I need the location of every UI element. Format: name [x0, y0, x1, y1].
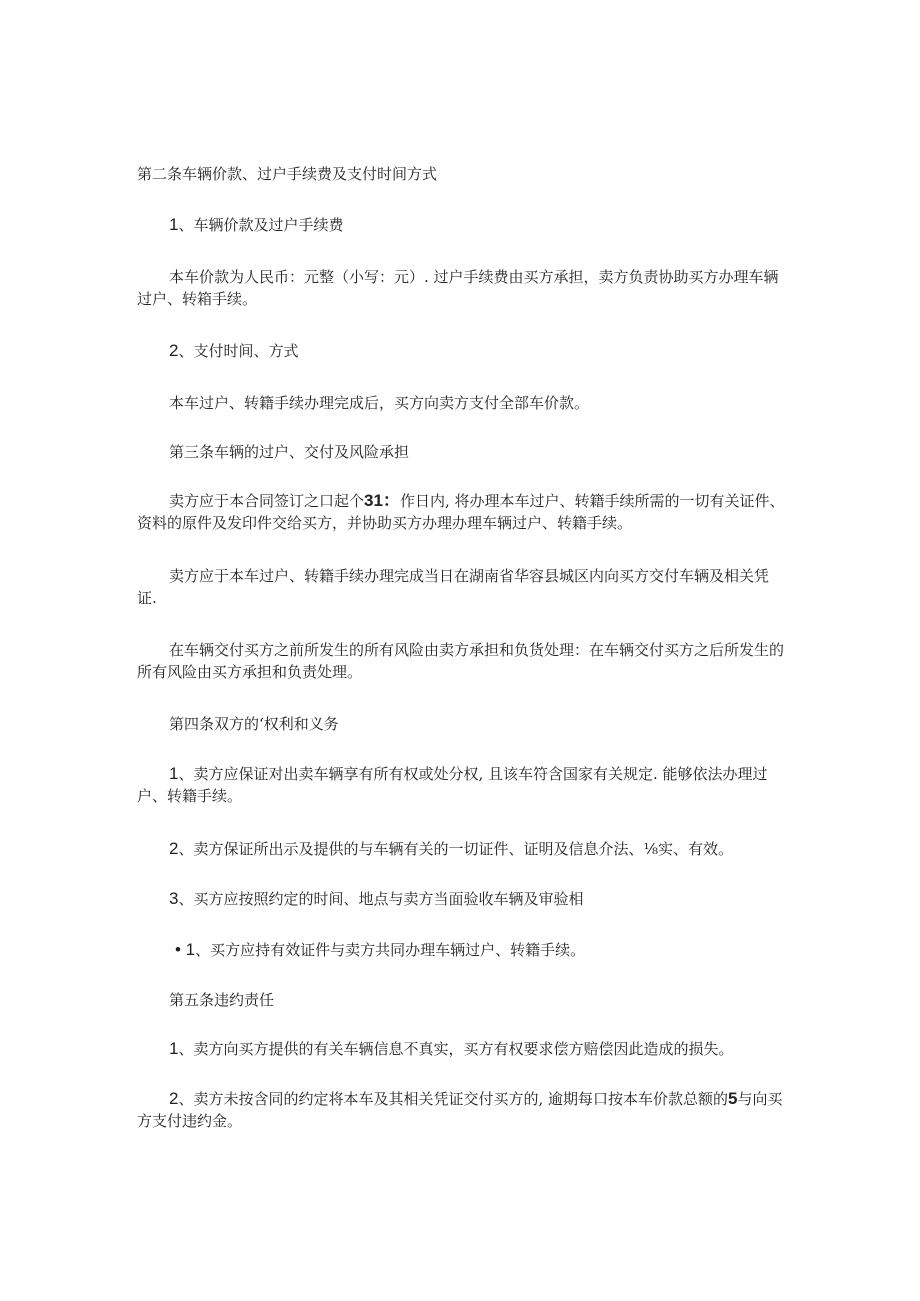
- paragraph-text: 第二条车辆价款、过户手续费及支付时间方式: [137, 165, 438, 183]
- payment-paragraph: [137, 392, 787, 414]
- paragraph-text: 、车辆价款及过户手续费: [178, 216, 344, 234]
- paragraph-text: 卖方应于本车过户、转籍手续办理完成当日在湖南省华容县城区内向买方交付车辆及相关凭证.: [137, 567, 770, 607]
- day-count: 31：: [364, 491, 400, 510]
- paragraph-text: 、卖方保证所出示及提供的与车辆有关的一切证件、证明及信息介法、⅛实、有效。: [178, 840, 734, 858]
- penalty-rate: 5: [728, 1089, 738, 1108]
- paragraph-text: 、卖方向买方提供的有关车辆信息不真实，买方有权要求偿方赔偿因此造成的损失。: [178, 1040, 734, 1058]
- paragraph-text: 、卖方未按含同的约定将本车及其相关凭证交付买方的, 逾期每口按本车价款总额的: [178, 1090, 729, 1108]
- clause-5-1: [137, 1038, 787, 1060]
- clause-number: 2: [169, 1089, 179, 1108]
- article-3-heading: [137, 441, 787, 463]
- price-paragraph: [137, 266, 787, 310]
- clause-4-3: [137, 888, 787, 910]
- paragraph-text: 作日内, 将办理本车过户、转籍手续所需的一切有关证件、资料的原件及发印件交给买方，并协助买方办理办理车辆过户、转籍手续。: [137, 492, 785, 532]
- article-5-heading: [137, 989, 787, 1011]
- paragraph-text: 、支付时间、方式: [178, 342, 299, 360]
- clause-5-2: [137, 1088, 787, 1132]
- clause-4-2: [137, 838, 787, 860]
- clause-number: 3: [169, 889, 179, 908]
- paragraph-text: 、买方应持有效证件与卖方共同办理车辆过户、转籍手续。: [195, 941, 586, 959]
- paragraph-text: 第五条违约责任: [169, 991, 275, 1009]
- clause-2-1-heading: [137, 214, 787, 236]
- clause-2-2-heading: [137, 340, 787, 362]
- clause-4-1: [137, 763, 787, 807]
- transfer-paragraph: [137, 490, 787, 534]
- article-2-heading: [137, 163, 787, 185]
- paragraph-text: 第四条双方的‘权利和义务: [169, 715, 339, 733]
- paragraph-text: 本车过户、转籍手续办理完成后，买方向卖方支付全部车价款。: [169, 394, 590, 412]
- clause-4-4: [175, 939, 825, 961]
- paragraph-text: 本车价款为人民币：元整（小写：元）. 过户手续费由买方承担，卖方负责协助买方办理车辆过户、转箱手续。: [137, 268, 779, 308]
- risk-paragraph: [137, 639, 787, 683]
- clause-number: • 1: [175, 940, 196, 959]
- paragraph-text: 、卖方应保证对出卖车辆享有所有权或处分权, 且该车符含国家有关规定. 能够依法办理过户、转籍手续。: [137, 765, 768, 805]
- clause-number: 2: [169, 341, 179, 360]
- paragraph-text: 、买方应按照约定的时间、地点与卖方当面验收车辆及审验相: [178, 890, 584, 908]
- article-4-heading: [137, 713, 787, 735]
- paragraph-text: 在车辆交付买方之前所发生的所有风险由卖方承担和负货处理：在车辆交付买方之后所发生的所有风险由买方承担和负责处理。: [137, 641, 785, 681]
- paragraph-text: 第三条车辆的过户、交付及风险承担: [169, 443, 410, 461]
- clause-number: 1: [169, 1039, 179, 1058]
- clause-number: 1: [169, 215, 179, 234]
- clause-number: 2: [169, 839, 179, 858]
- delivery-paragraph: [137, 565, 787, 609]
- clause-number: 1: [169, 764, 179, 783]
- paragraph-text: 卖方应于本合同签订之口起个: [169, 492, 365, 510]
- paragraph-text: 与向买方支付违约金。: [137, 1090, 783, 1130]
